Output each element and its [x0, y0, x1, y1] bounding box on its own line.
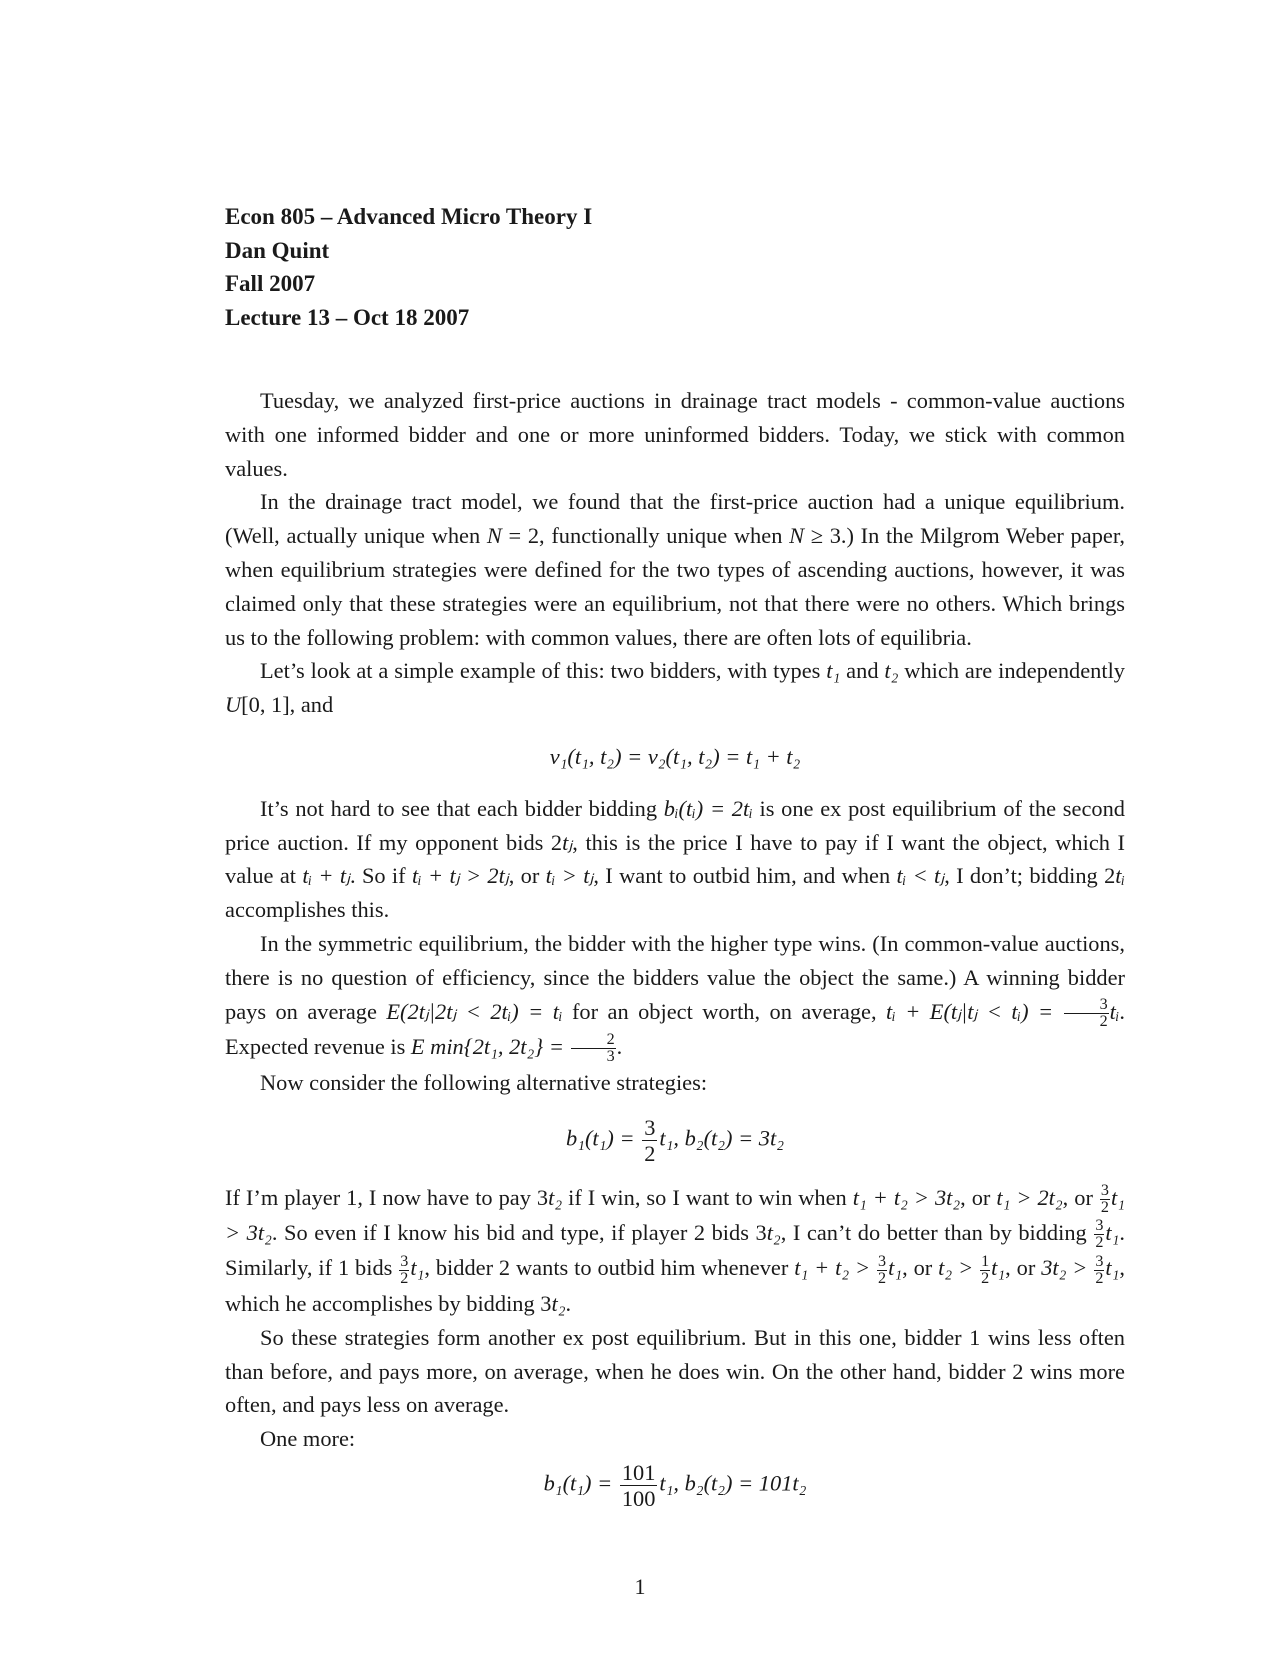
page-number: 1 [634, 1574, 646, 1599]
equation-valuation: v₁(t₁, t₂) = v₂(t₁, t₂) = t₁ + t₂ [549, 743, 801, 769]
paragraph-intro: Tuesday, we analyzed first-price auctions in drainage tract models - common-value auctions with one informed bidder and one or more uninformed bidders. Today, we stick with common values. [225, 388, 1125, 481]
paragraph-player-one: If I’m player 1, I now have to pay 3t₂ if I win, so I want to win when t₁ + t₂ > 3t₂, or t₁ > 2t₂, or $\frac{3}{2}$ t₁ > 3t₂. So even if I know his bid and type, if player 2 bids 3t₂, I can’t do better than by bidding $\frac{3}{2}$ t₁. Similarly, if 1 bids $\frac{3}{2}$ t₁, bidder 2 wants to outbid him whenever t₁ + t₂ > $\frac{3}{2}$ t₁, or t₂ > $\frac{1}{2}$ t₁, or 3t₂ > $\frac{3}{2}$ t₁, which he accomplishes by bidding 3t₂. [225, 1181, 1126, 1316]
equation-alternative-strategies: b₁(t₁) = $\frac{3}{2}$ t₁, b₂(t₂) = 3t₂ [565, 1115, 785, 1167]
paragraph-one-more: One more: [260, 1426, 356, 1452]
lecture-title: Lecture 13 – Oct 18 2007 [225, 304, 470, 330]
fraction-three-halves: $\frac{3}{2}$ [1064, 997, 1109, 1030]
term: Fall 2007 [225, 271, 316, 296]
lecture-body [225, 384, 1125, 1525]
paragraph-drainage: In the drainage tract model, we found that the first-price auction had a unique equilibrium. (Well, actually unique when N = 2, functionally unique when N ≥ 3.) In the Milgrom Weber paper, when equilibrium strategies were defined for the two types of ascending auctions, however, it was claimed only that these strategies were an equilibrium, not that there were no others. Which brings us to the following problem: with common values, there are often lots of equilibria. [225, 489, 1125, 650]
instructor-name: Dan Quint [225, 237, 330, 263]
paragraph-second-price: It’s not hard to see that each bidder bidding bᵢ(tᵢ) = 2tᵢ is one ex post equilibrium of the second price auction. If my opponent bids 2tⱼ, this is the price I have to pay if I want the object, which I value at tᵢ + tⱼ. So if tᵢ + tⱼ > 2tⱼ, or tᵢ > tⱼ, I want to outbid him, and when tᵢ < tⱼ, I don’t; bidding 2tᵢ accomplishes this. [225, 795, 1126, 923]
paragraph-conclusion: So these strategies form another ex post equilibrium. But in this one, bidder 1 wins less often than before, and pays more, on average, when he does win. On the other hand, bidder 2 wins more often, and pays less on average. [225, 1324, 1125, 1418]
lecture-header [225, 200, 592, 334]
equation-extreme-strategies: b₁(t₁) = $\frac{101}{100}$ t₁, b₂(t₂) = 101t₂ [543, 1459, 807, 1512]
fraction-two-thirds: $\frac{2}{3}$ [571, 1032, 616, 1065]
paragraph-symmetric: In the symmetric equilibrium, the bidder with the higher type wins. (In common-value auctions, there is no question of efficiency, since the bidders value the object the same.) A winning bidder pays on average E(2tⱼ|2tⱼ < 2tᵢ) = tᵢ for an object worth, on average, tᵢ + E(tⱼ|tⱼ < tᵢ) = $\frac{3}{2}$ tᵢ. Expected revenue is E min{2t₁, 2t₂} = $\frac{2}{3}$ . [225, 930, 1126, 1066]
paragraph-alternative: Now consider the following alternative strategies: [260, 1069, 708, 1095]
paragraph-example: Let’s look at a simple example of this: two bidders, with types t₁ and t₂ which are independently U[0, 1], and [225, 658, 1125, 718]
course-title: Econ 805 – Advanced Micro Theory I [225, 204, 593, 229]
